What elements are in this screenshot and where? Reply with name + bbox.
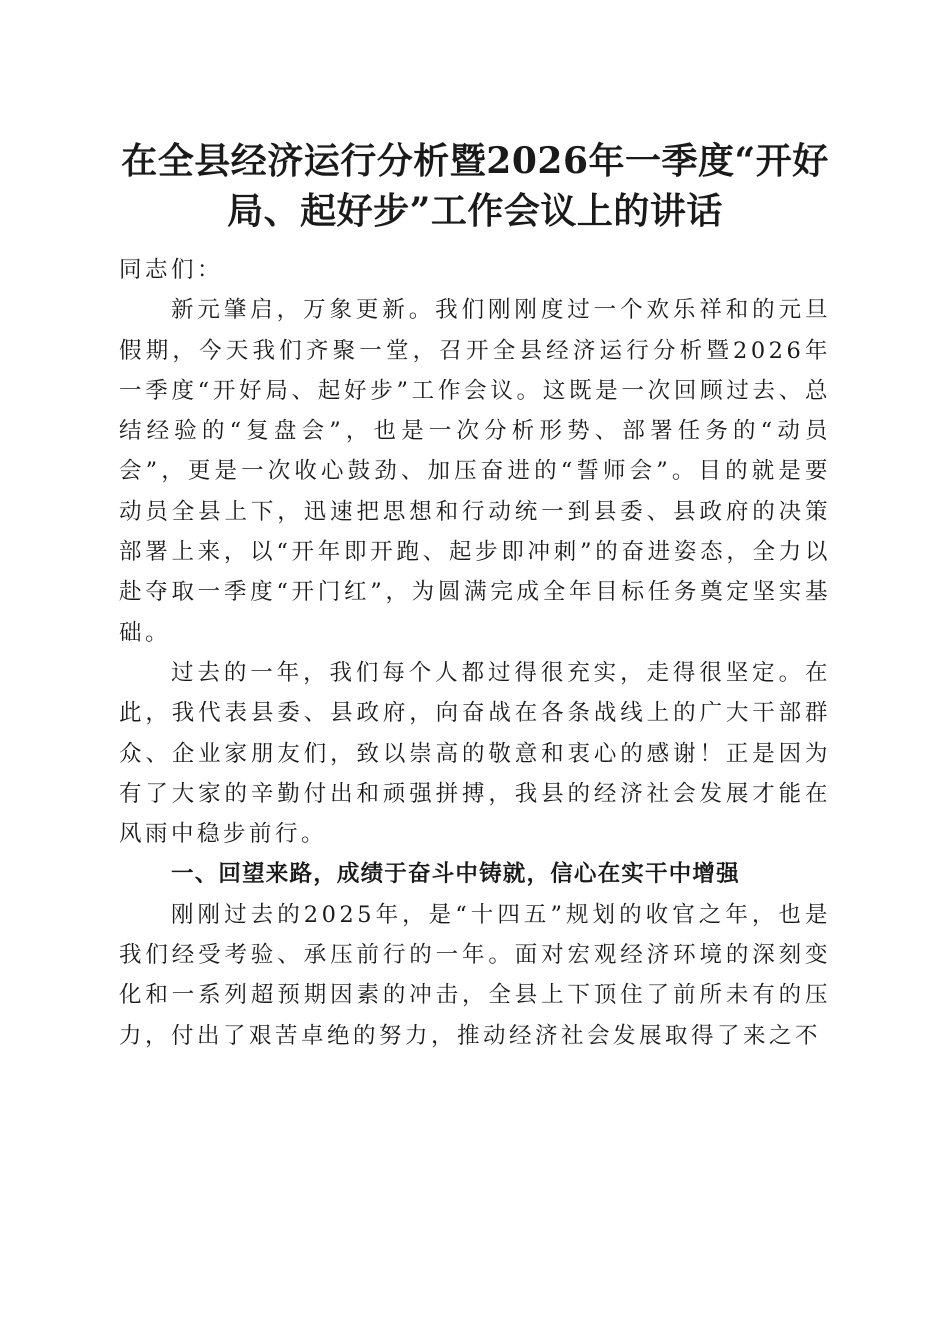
title-line-1: 在全县经济运行分析暨2026年一季度“开好 (121, 140, 829, 182)
salutation: 同志们： (119, 257, 224, 283)
document-body (119, 250, 831, 1056)
paragraph-opening: 新元肇启，万象更新。我们刚刚度过一个欢乐祥和的元旦假期，今天我们齐聚一堂，召开全县经济运行分析暨2026年一季度“开好局、起好步”工作会议。这既是一次回顾过去、总结经验的“复盘会”，也是一次分析形势、部署任务的“动员会”，更是一次收心鼓劲、加压奋进的“誓师会”。目的就是要动员全县上下，迅速把思想和行动统一到县委、县政府的决策部署上来，以“开年即开跑、起步即冲刺”的奋进姿态，全力以赴夺取一季度“开门红”，为圆满完成全年目标任务奠定坚实基础。 (119, 297, 831, 646)
paragraph-thanks: 过去的一年，我们每个人都过得很充实，走得很坚定。在此，我代表县委、县政府，向奋战在各条战线上的广大干部群众、企业家朋友们，致以崇高的敬意和衷心的感谢！正是因为有了大家的辛勤付出和顽强拼搏，我县的经济社会发展才能在风雨中稳步前行。 (119, 659, 831, 848)
document-title (100, 136, 850, 236)
paragraph-review: 刚刚过去的2025年，是“十四五”规划的收官之年，也是我们经受考验、承压前行的一年。面对宏观经济环境的深刻变化和一系列超预期因素的冲击，全县上下顶住了前所未有的压力，付出了艰苦卓绝的努力，推动经济社会发展取得了来之不 (119, 901, 831, 1049)
section-heading: 一、回望来路，成绩于奋斗中铸就，信心在实干中增强 (171, 861, 740, 888)
title-line-2: 局、起好步”工作会议上的讲话 (227, 190, 723, 232)
